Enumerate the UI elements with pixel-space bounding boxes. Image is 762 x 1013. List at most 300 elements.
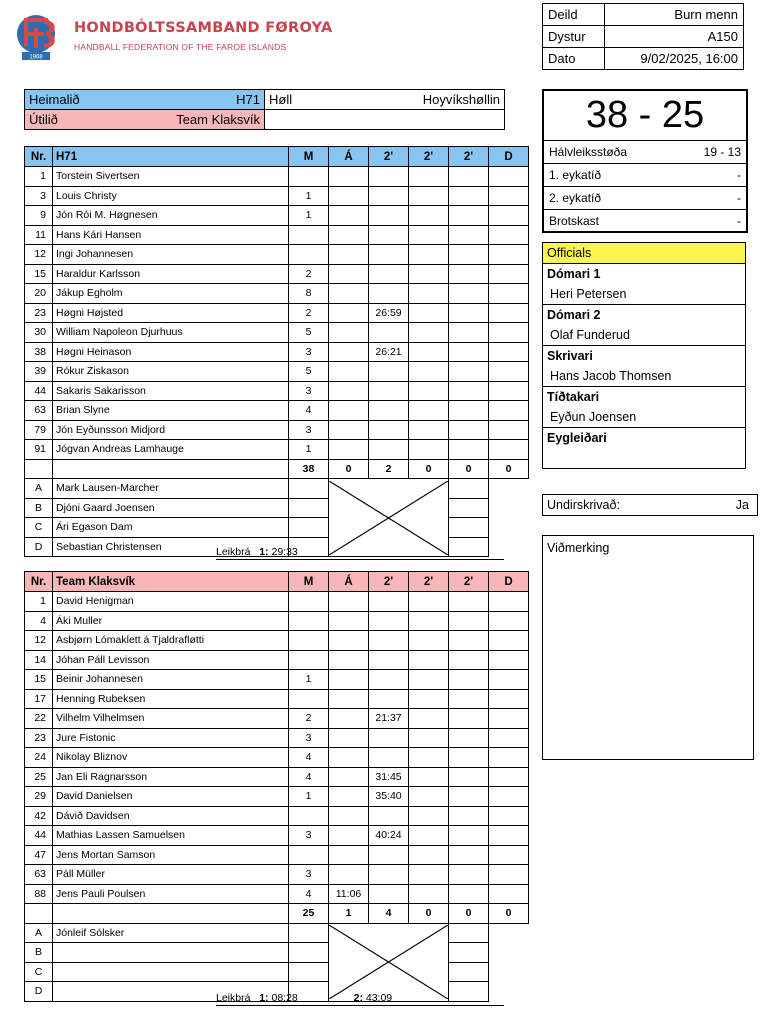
player-suspension-3 xyxy=(449,767,489,787)
player-disqualification xyxy=(489,631,529,651)
player-goals xyxy=(289,845,329,865)
player-goals xyxy=(289,167,329,187)
player-disqualification xyxy=(489,342,529,362)
player-name: Rókur Ziskason xyxy=(53,362,289,382)
player-number: 1 xyxy=(25,592,53,612)
meta-row-match xyxy=(543,26,744,48)
player-name: Høgni Højsted xyxy=(53,303,289,323)
player-goals xyxy=(289,611,329,631)
player-goals: 1 xyxy=(289,440,329,460)
player-goals: 3 xyxy=(289,826,329,846)
player-suspension-3 xyxy=(449,206,489,226)
player-goals xyxy=(289,592,329,612)
player-suspension-1 xyxy=(369,245,409,265)
player-suspension-2 xyxy=(409,303,449,323)
total-goals: 38 xyxy=(289,459,329,479)
player-suspension-3 xyxy=(449,284,489,304)
cross-out-icon xyxy=(329,481,448,555)
player-goals: 1 xyxy=(289,186,329,206)
player-suspension-3 xyxy=(449,709,489,729)
player-suspension-2 xyxy=(409,381,449,401)
player-suspension-1 xyxy=(369,845,409,865)
player-goals xyxy=(289,806,329,826)
staff-row xyxy=(25,923,529,943)
player-name: Høgni Heinason xyxy=(53,342,289,362)
player-goals: 2 xyxy=(289,709,329,729)
player-suspension-2 xyxy=(409,362,449,382)
player-suspension-2 xyxy=(409,611,449,631)
player-row xyxy=(25,225,529,245)
total-suspension-1: 4 xyxy=(369,904,409,924)
player-suspension-3 xyxy=(449,186,489,206)
staff-goals xyxy=(289,923,329,943)
score-row-value: - xyxy=(737,214,741,228)
player-disqualification xyxy=(489,323,529,343)
player-warning xyxy=(329,420,369,440)
player-disqualification xyxy=(489,845,529,865)
meta-row-date xyxy=(543,48,744,70)
player-number: 47 xyxy=(25,845,53,865)
player-suspension-3 xyxy=(449,440,489,460)
official-name: Hans Jacob Thomsen xyxy=(543,366,745,387)
player-row xyxy=(25,826,529,846)
totals-row xyxy=(25,904,529,924)
player-goals: 3 xyxy=(289,381,329,401)
score-row-halftime xyxy=(544,141,746,164)
score-row-penalties xyxy=(544,210,746,232)
total-disqualification: 0 xyxy=(489,459,529,479)
totals-empty xyxy=(25,459,53,479)
total-suspension-2: 0 xyxy=(409,459,449,479)
home-label: Heimalið xyxy=(29,92,80,107)
player-suspension-2 xyxy=(409,884,449,904)
player-number: 4 xyxy=(25,611,53,631)
player-suspension-3 xyxy=(449,167,489,187)
player-suspension-1 xyxy=(369,631,409,651)
player-name: Vilhelm Vilhelmsen xyxy=(53,709,289,729)
player-suspension-3 xyxy=(449,225,489,245)
player-suspension-3 xyxy=(449,689,489,709)
player-suspension-2 xyxy=(409,420,449,440)
player-number: 91 xyxy=(25,440,53,460)
player-name: Ingi Johannesen xyxy=(53,245,289,265)
player-suspension-1 xyxy=(369,806,409,826)
player-disqualification xyxy=(489,420,529,440)
player-goals xyxy=(289,650,329,670)
player-suspension-1 xyxy=(369,420,409,440)
staff-code: B xyxy=(25,498,53,518)
player-suspension-1 xyxy=(369,689,409,709)
away-header-row xyxy=(25,572,529,592)
player-number: 42 xyxy=(25,806,53,826)
player-suspension-3 xyxy=(449,401,489,421)
staff-name: Ári Egason Dam xyxy=(53,518,289,538)
player-number: 14 xyxy=(25,650,53,670)
player-suspension-1 xyxy=(369,206,409,226)
player-name: Louis Christy xyxy=(53,186,289,206)
official-role: Eygleiðari xyxy=(547,431,607,445)
player-suspension-3 xyxy=(449,245,489,265)
player-warning xyxy=(329,728,369,748)
player-number: 63 xyxy=(25,865,53,885)
player-suspension-1 xyxy=(369,167,409,187)
player-suspension-2 xyxy=(409,440,449,460)
player-suspension-3 xyxy=(449,420,489,440)
player-suspension-1 xyxy=(369,284,409,304)
staff-name: Jónleif Sólsker xyxy=(53,923,289,943)
player-row xyxy=(25,884,529,904)
player-row xyxy=(25,728,529,748)
hsf-logo-icon xyxy=(14,8,68,62)
col-disqualification: D xyxy=(489,572,529,592)
official-role: Dómari 1 xyxy=(547,267,601,281)
score-row-label: Hálvleiksstøða xyxy=(549,145,628,159)
officials-box xyxy=(542,242,746,469)
col-team-name: Team Klaksvík xyxy=(53,572,289,592)
player-suspension-2 xyxy=(409,650,449,670)
staff-name: Mark Lausen-Marcher xyxy=(53,479,289,499)
player-number: 79 xyxy=(25,420,53,440)
player-row xyxy=(25,186,529,206)
player-number: 30 xyxy=(25,323,53,343)
player-suspension-2 xyxy=(409,264,449,284)
home-team-table xyxy=(24,146,529,557)
away-timeouts xyxy=(216,992,504,1006)
player-number: 20 xyxy=(25,284,53,304)
player-suspension-3 xyxy=(449,631,489,651)
player-name: Jón Rói M. Høgnesen xyxy=(53,206,289,226)
col-warnings: Á xyxy=(329,572,369,592)
match-meta-table xyxy=(542,3,744,70)
player-disqualification xyxy=(489,767,529,787)
player-name: Jure Fistonic xyxy=(53,728,289,748)
player-number: 24 xyxy=(25,748,53,768)
player-warning xyxy=(329,245,369,265)
player-name: Henning Rubeksen xyxy=(53,689,289,709)
score-box xyxy=(542,89,748,233)
player-name: Áki Muller xyxy=(53,611,289,631)
remarks-label: Viðmerking xyxy=(547,541,610,555)
player-suspension-3 xyxy=(449,342,489,362)
timeout-1-label: 1: xyxy=(259,992,269,1004)
col-team-name: H71 xyxy=(53,147,289,167)
player-row xyxy=(25,264,529,284)
player-goals xyxy=(289,689,329,709)
official-role: Tíðtakari xyxy=(547,390,600,404)
player-suspension-1: 31:45 xyxy=(369,767,409,787)
player-suspension-3 xyxy=(449,264,489,284)
signed-label: Undirskrivað: xyxy=(547,498,620,512)
home-timeouts xyxy=(216,546,504,560)
player-suspension-3 xyxy=(449,611,489,631)
player-disqualification xyxy=(489,650,529,670)
player-disqualification xyxy=(489,728,529,748)
player-goals xyxy=(289,245,329,265)
player-row xyxy=(25,689,529,709)
player-disqualification xyxy=(489,303,529,323)
staff-goals xyxy=(289,943,329,963)
staff-row xyxy=(25,498,529,518)
score-row-label: 1. eykatíð xyxy=(549,168,602,182)
player-number: 22 xyxy=(25,709,53,729)
staff-code: D xyxy=(25,537,53,557)
meta-value: A150 xyxy=(605,26,744,48)
player-warning xyxy=(329,748,369,768)
player-name: Torstein Sivertsen xyxy=(53,167,289,187)
player-suspension-2 xyxy=(409,767,449,787)
score-row-value: 19 - 13 xyxy=(703,145,741,159)
staff-code: A xyxy=(25,479,53,499)
player-suspension-3 xyxy=(449,806,489,826)
signed-box xyxy=(542,494,758,516)
player-name: Páll Müller xyxy=(53,865,289,885)
player-suspension-1: 26:21 xyxy=(369,342,409,362)
player-suspension-1 xyxy=(369,670,409,690)
player-number: 9 xyxy=(25,206,53,226)
player-row xyxy=(25,611,529,631)
player-row xyxy=(25,787,529,807)
col-suspension-2: 2' xyxy=(409,572,449,592)
player-goals: 5 xyxy=(289,362,329,382)
player-warning xyxy=(329,206,369,226)
col-suspension-3: 2' xyxy=(449,572,489,592)
player-suspension-2 xyxy=(409,631,449,651)
player-row xyxy=(25,806,529,826)
player-row xyxy=(25,323,529,343)
player-number: 23 xyxy=(25,728,53,748)
score-row-label: 2. eykatíð xyxy=(549,191,602,205)
player-suspension-2 xyxy=(409,845,449,865)
player-suspension-3 xyxy=(449,865,489,885)
staff-name xyxy=(53,962,289,982)
player-row xyxy=(25,303,529,323)
player-disqualification xyxy=(489,225,529,245)
player-row xyxy=(25,709,529,729)
player-suspension-1 xyxy=(369,611,409,631)
player-row xyxy=(25,167,529,187)
player-row xyxy=(25,342,529,362)
player-row xyxy=(25,381,529,401)
player-name: Asbjørn Lómaklett á Tjaldrafløtti xyxy=(53,631,289,651)
col-suspension-3: 2' xyxy=(449,147,489,167)
score-row-label: Brotskast xyxy=(549,214,600,228)
player-warning xyxy=(329,186,369,206)
official-name: Olaf Funderud xyxy=(543,325,745,346)
player-warning xyxy=(329,381,369,401)
col-goals: M xyxy=(289,147,329,167)
player-name: Jón Eyðunsson Midjord xyxy=(53,420,289,440)
player-suspension-3 xyxy=(449,884,489,904)
home-header-row xyxy=(25,147,529,167)
player-suspension-1 xyxy=(369,186,409,206)
player-goals: 4 xyxy=(289,748,329,768)
player-name: Jens Mortan Samson xyxy=(53,845,289,865)
staff-name xyxy=(53,943,289,963)
score-row-value: - xyxy=(737,191,741,205)
meta-value: 9/02/2025, 16:00 xyxy=(605,48,744,70)
player-number: 44 xyxy=(25,826,53,846)
player-name: William Napoleon Djurhuus xyxy=(53,323,289,343)
player-suspension-1: 40:24 xyxy=(369,826,409,846)
staff-disqualification xyxy=(449,479,489,499)
player-suspension-1 xyxy=(369,264,409,284)
col-suspension-1: 2' xyxy=(369,147,409,167)
home-players-body xyxy=(25,167,529,557)
player-warning xyxy=(329,689,369,709)
player-disqualification xyxy=(489,806,529,826)
player-goals xyxy=(289,225,329,245)
player-suspension-1 xyxy=(369,401,409,421)
player-number: 3 xyxy=(25,186,53,206)
meta-label: Dato xyxy=(543,48,605,70)
total-disqualification: 0 xyxy=(489,904,529,924)
timeout-1-value: 08:28 xyxy=(271,992,298,1004)
player-suspension-1 xyxy=(369,728,409,748)
meta-label: Deild xyxy=(543,4,605,26)
player-suspension-1: 35:40 xyxy=(369,787,409,807)
player-suspension-2 xyxy=(409,826,449,846)
staff-crossed-area xyxy=(329,479,449,557)
player-suspension-2 xyxy=(409,225,449,245)
player-warning xyxy=(329,264,369,284)
staff-name: Sebastian Christensen xyxy=(53,537,289,557)
player-disqualification xyxy=(489,611,529,631)
official-role: Skrivari xyxy=(547,349,593,363)
player-goals: 2 xyxy=(289,303,329,323)
staff-row xyxy=(25,962,529,982)
away-label: Útilið xyxy=(29,112,58,127)
player-suspension-3 xyxy=(449,592,489,612)
player-suspension-3 xyxy=(449,650,489,670)
org-subtitle: HANDBALL FEDERATION OF THE FAROE ISLANDS xyxy=(74,42,287,52)
player-disqualification xyxy=(489,186,529,206)
player-suspension-2 xyxy=(409,167,449,187)
staff-disqualification xyxy=(449,943,489,963)
player-row xyxy=(25,284,529,304)
player-suspension-2 xyxy=(409,284,449,304)
player-suspension-2 xyxy=(409,709,449,729)
staff-disqualification xyxy=(449,518,489,538)
score-row-value: - xyxy=(737,168,741,182)
total-goals: 25 xyxy=(289,904,329,924)
home-team-name: H71 xyxy=(236,92,260,107)
player-suspension-1 xyxy=(369,884,409,904)
player-row xyxy=(25,592,529,612)
total-warnings: 0 xyxy=(329,459,369,479)
player-suspension-1: 21:37 xyxy=(369,709,409,729)
player-goals: 4 xyxy=(289,767,329,787)
totals-empty xyxy=(53,904,289,924)
player-suspension-3 xyxy=(449,381,489,401)
player-warning xyxy=(329,401,369,421)
player-disqualification xyxy=(489,865,529,885)
player-suspension-3 xyxy=(449,362,489,382)
player-warning xyxy=(329,865,369,885)
staff-name: Djóni Gaard Joensen xyxy=(53,498,289,518)
player-suspension-1 xyxy=(369,362,409,382)
player-disqualification xyxy=(489,440,529,460)
col-warnings: Á xyxy=(329,147,369,167)
cross-out-icon xyxy=(329,925,448,999)
staff-goals xyxy=(289,498,329,518)
player-suspension-2 xyxy=(409,245,449,265)
player-suspension-1 xyxy=(369,381,409,401)
col-nr: Nr. xyxy=(25,572,53,592)
meta-label: Dystur xyxy=(543,26,605,48)
player-warning xyxy=(329,826,369,846)
player-suspension-2 xyxy=(409,342,449,362)
player-goals: 8 xyxy=(289,284,329,304)
empty-cell xyxy=(265,110,505,130)
player-name: Sakaris Sakarisson xyxy=(53,381,289,401)
staff-code: C xyxy=(25,962,53,982)
player-warning: 11:06 xyxy=(329,884,369,904)
player-suspension-2 xyxy=(409,670,449,690)
player-goals: 4 xyxy=(289,401,329,421)
player-suspension-3 xyxy=(449,845,489,865)
signed-value: Ja xyxy=(735,498,749,512)
timeout-label: Leikbrá xyxy=(216,992,251,1004)
player-warning xyxy=(329,631,369,651)
totals-row xyxy=(25,459,529,479)
player-disqualification xyxy=(489,401,529,421)
player-name: Nikolay Bliznov xyxy=(53,748,289,768)
player-goals: 3 xyxy=(289,420,329,440)
player-name: David Henigman xyxy=(53,592,289,612)
player-suspension-1 xyxy=(369,865,409,885)
score-row-extra-2 xyxy=(544,187,746,210)
player-goals: 3 xyxy=(289,342,329,362)
player-row xyxy=(25,631,529,651)
player-suspension-2 xyxy=(409,186,449,206)
official-role: Dómari 2 xyxy=(547,308,601,322)
player-suspension-1 xyxy=(369,225,409,245)
final-score: 38 - 25 xyxy=(544,91,746,141)
player-row xyxy=(25,440,529,460)
timeout-1-value: 29:33 xyxy=(271,546,298,558)
player-row xyxy=(25,401,529,421)
timeout-2-label: 2: xyxy=(353,992,363,1004)
player-disqualification xyxy=(489,787,529,807)
player-suspension-2 xyxy=(409,689,449,709)
venue-label: Høll xyxy=(269,92,293,107)
col-suspension-1: 2' xyxy=(369,572,409,592)
staff-code: A xyxy=(25,923,53,943)
player-number: 1 xyxy=(25,167,53,187)
score-row-extra-1 xyxy=(544,164,746,187)
player-name: Haraldur Karlsson xyxy=(53,264,289,284)
player-name: Jan Eli Ragnarsson xyxy=(53,767,289,787)
player-number: 15 xyxy=(25,264,53,284)
player-row xyxy=(25,245,529,265)
player-row xyxy=(25,670,529,690)
player-row xyxy=(25,767,529,787)
totals-empty xyxy=(25,904,53,924)
player-number: 29 xyxy=(25,787,53,807)
player-goals: 3 xyxy=(289,865,329,885)
teams-info-table xyxy=(24,89,505,130)
player-suspension-2 xyxy=(409,865,449,885)
player-suspension-2 xyxy=(409,592,449,612)
player-suspension-2 xyxy=(409,206,449,226)
official-name: Heri Petersen xyxy=(543,284,745,305)
player-suspension-3 xyxy=(449,670,489,690)
player-suspension-3 xyxy=(449,323,489,343)
player-goals xyxy=(289,631,329,651)
staff-code: C xyxy=(25,518,53,538)
player-suspension-3 xyxy=(449,787,489,807)
official-name: Eyðun Joensen xyxy=(543,407,745,428)
